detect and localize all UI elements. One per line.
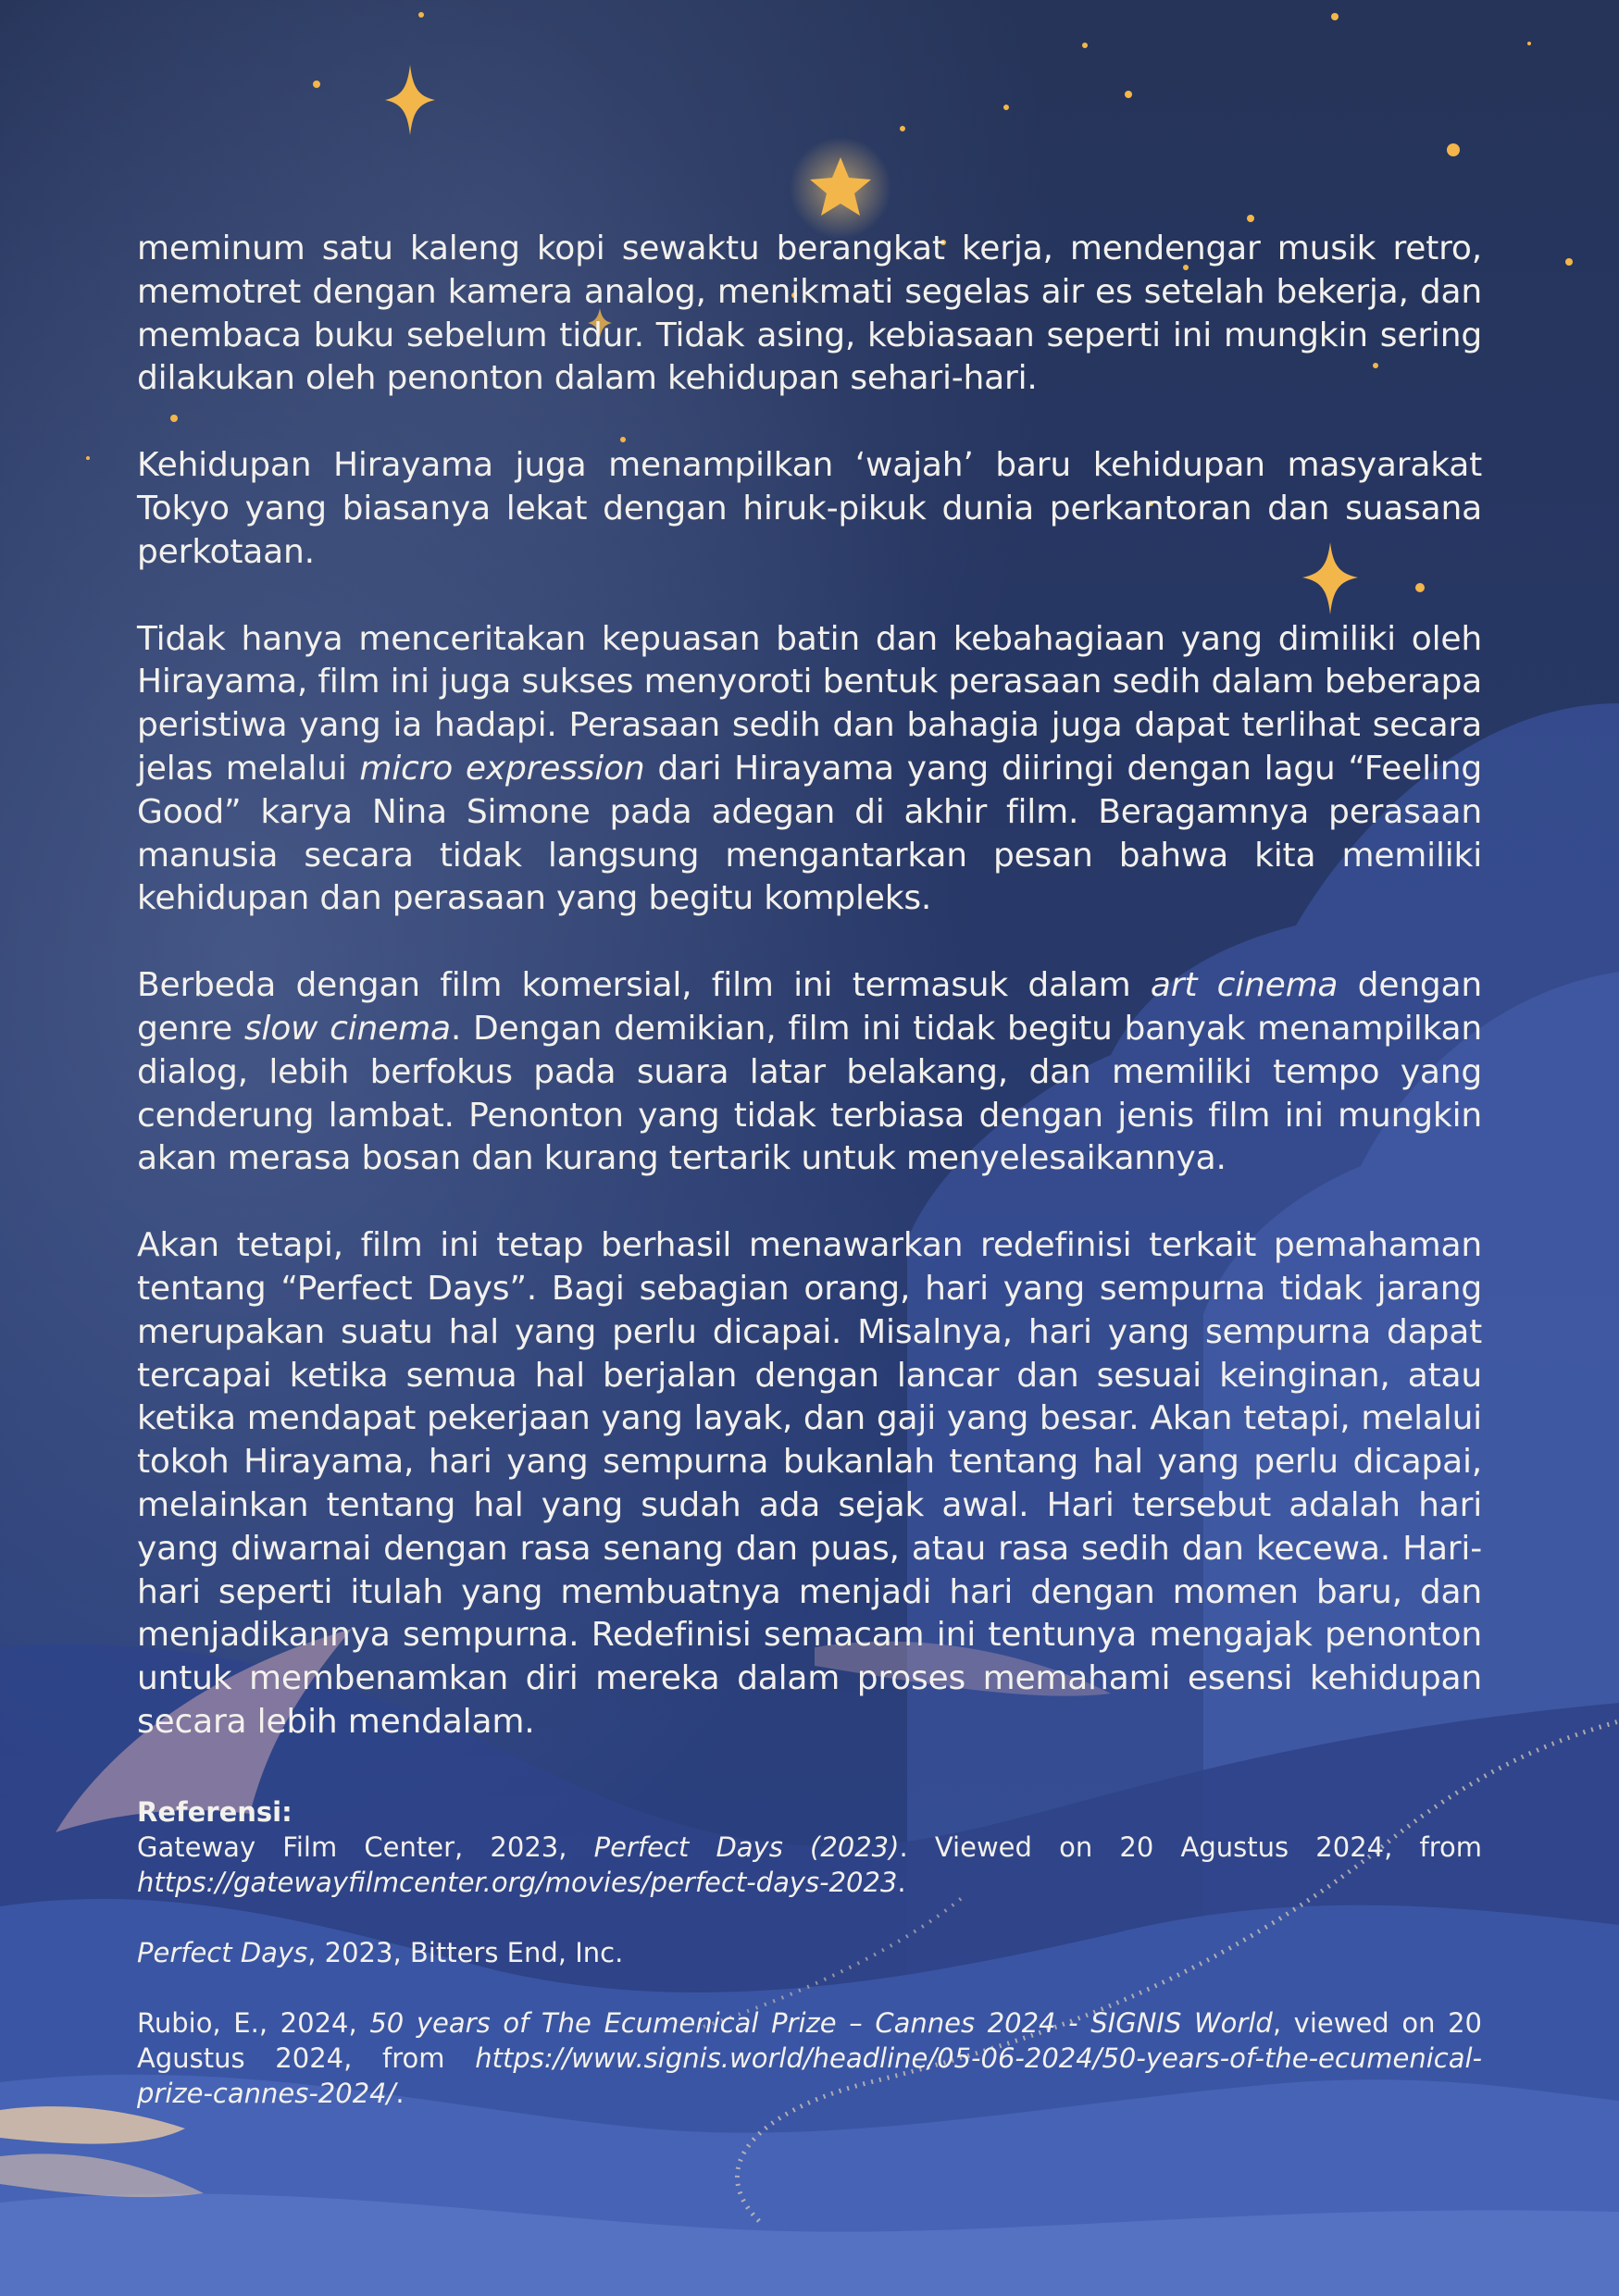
article-body [137,228,1482,1788]
reference-item [137,2005,1482,2111]
italic-text: slow cinema [243,1009,451,1048]
text-run: , 2023, Bitters End, Inc. [307,1937,624,1968]
text-run: . Dengan demikian, film ini tidak begitu banyak menampilkan dialog, lebih berfokus pada suara latar belakang, dan memiliki tempo yang cenderung lambat. Penonton yang tidak terbiasa dengan jenis film ini mungkin akan merasa bosan dan kurang tertarik untuk menyelesaikannya. [137,1009,1483,1178]
reference-item [137,1935,1482,1970]
paragraph [137,228,1482,401]
italic-text: Perfect Days [137,1937,308,1968]
text-run: Gateway Film Center, 2023, [137,1831,594,1863]
text-run: dengan genre [137,966,1483,1048]
text-run: Kehidupan Hirayama juga menampilkan ‘wajah’ baru kehidupan masyarakat Tokyo yang biasanya lekat dengan hiruk-pikuk dunia perkantoran dan suasana perkotaan. [137,446,1482,571]
text-run: . [897,1867,906,1898]
text-run: . Viewed on 20 Agustus 2024, from [899,1831,1482,1863]
text-run: meminum satu kaleng kopi sewaktu berangkat kerja, mendengar musik retro, memotret dengan kamera analog, menikmati segelas air es setelah bekerja, dan membaca buku sebelum tidur. Tidak asing, kebiasaan seperti ini mungkin sering dilakukan oleh penonton dalam kehidupan sehari-hari. [137,230,1482,398]
text-run: , viewed on 20 Agustus 2024, from [137,2007,1482,2074]
italic-text: https://gatewayfilmcenter.org/movies/perfect-days-2023 [137,1867,898,1898]
reference-item [137,1830,1482,1900]
text-run: dari Hirayama yang diiringi dengan lagu “Feeling Good” karya Nina Simone pada adegan di akhir film. Beragamnya perasaan manusia secara tidak langsung mengantarkan pesan bahwa kita memiliki kehidupan dan perasaan yang begitu kompleks. [137,749,1483,918]
references-section [137,1794,1482,2146]
text-run: Berbeda dengan film komersial, film ini termasuk dalam [137,966,1151,1005]
italic-text: Perfect Days (2023) [593,1831,900,1863]
paragraph [137,444,1482,574]
text-run: Tidak hanya menceritakan kepuasan batin dan kebahagiaan yang dimiliki oleh Hirayama, film ini juga sukses menyoroti bentuk perasaan sedih dalam beberapa peristiwa yang ia hadapi. Perasaan sedih dan bahagia juga dapat terlihat secara jelas melalui [137,619,1482,788]
paragraph [137,618,1482,922]
italic-text: https://www.signis.world/headline/05-06-2024/50-years-of-the-ecumenical-prize-cannes-2024/ [137,2042,1482,2109]
italic-text: 50 years of The Ecumenical Prize – Cannes 2024 - SIGNIS World [369,2007,1273,2039]
text-run: Rubio, E., 2024, [137,2007,370,2039]
paragraph [137,964,1482,1181]
text-run: Akan tetapi, film ini tetap berhasil menawarkan redefinisi terkait pemahaman tentang “Perfect Days”. Bagi sebagian orang, hari yang sempurna tidak jarang merupakan suatu hal yang perlu dicapai. Misalnya, hari yang sempurna dapat tercapai ketika semua hal berjalan dengan lancar dan sesuai keinginan, atau ketika mendapat pekerjaan yang layak, dan gaji yang besar. Akan tetapi, melalui tokoh Hirayama, hari yang sempurna bukanlah tentang hal yang perlu dicapai, melainkan tentang hal yang sudah ada sejak awal. Hari tersebut adalah hari yang diwarnai dengan rasa senang dan puas, atau rasa sedih dan kecewa. Hari-hari seperti itulah yang membuatnya menjadi hari dengan momen baru, dan menjadikannya sempurna. Redefinisi semacam ini tentunya mengajak penonton untuk membenamkan diri mereka dalam proses memahami esensi kehidupan secara lebih mendalam. [137,1226,1482,1741]
text-run: . [395,2078,405,2109]
italic-text: micro expression [359,749,645,788]
italic-text: art cinema [1150,966,1339,1005]
paragraph [137,1224,1482,1744]
references-title: Referensi: [137,1796,293,1828]
